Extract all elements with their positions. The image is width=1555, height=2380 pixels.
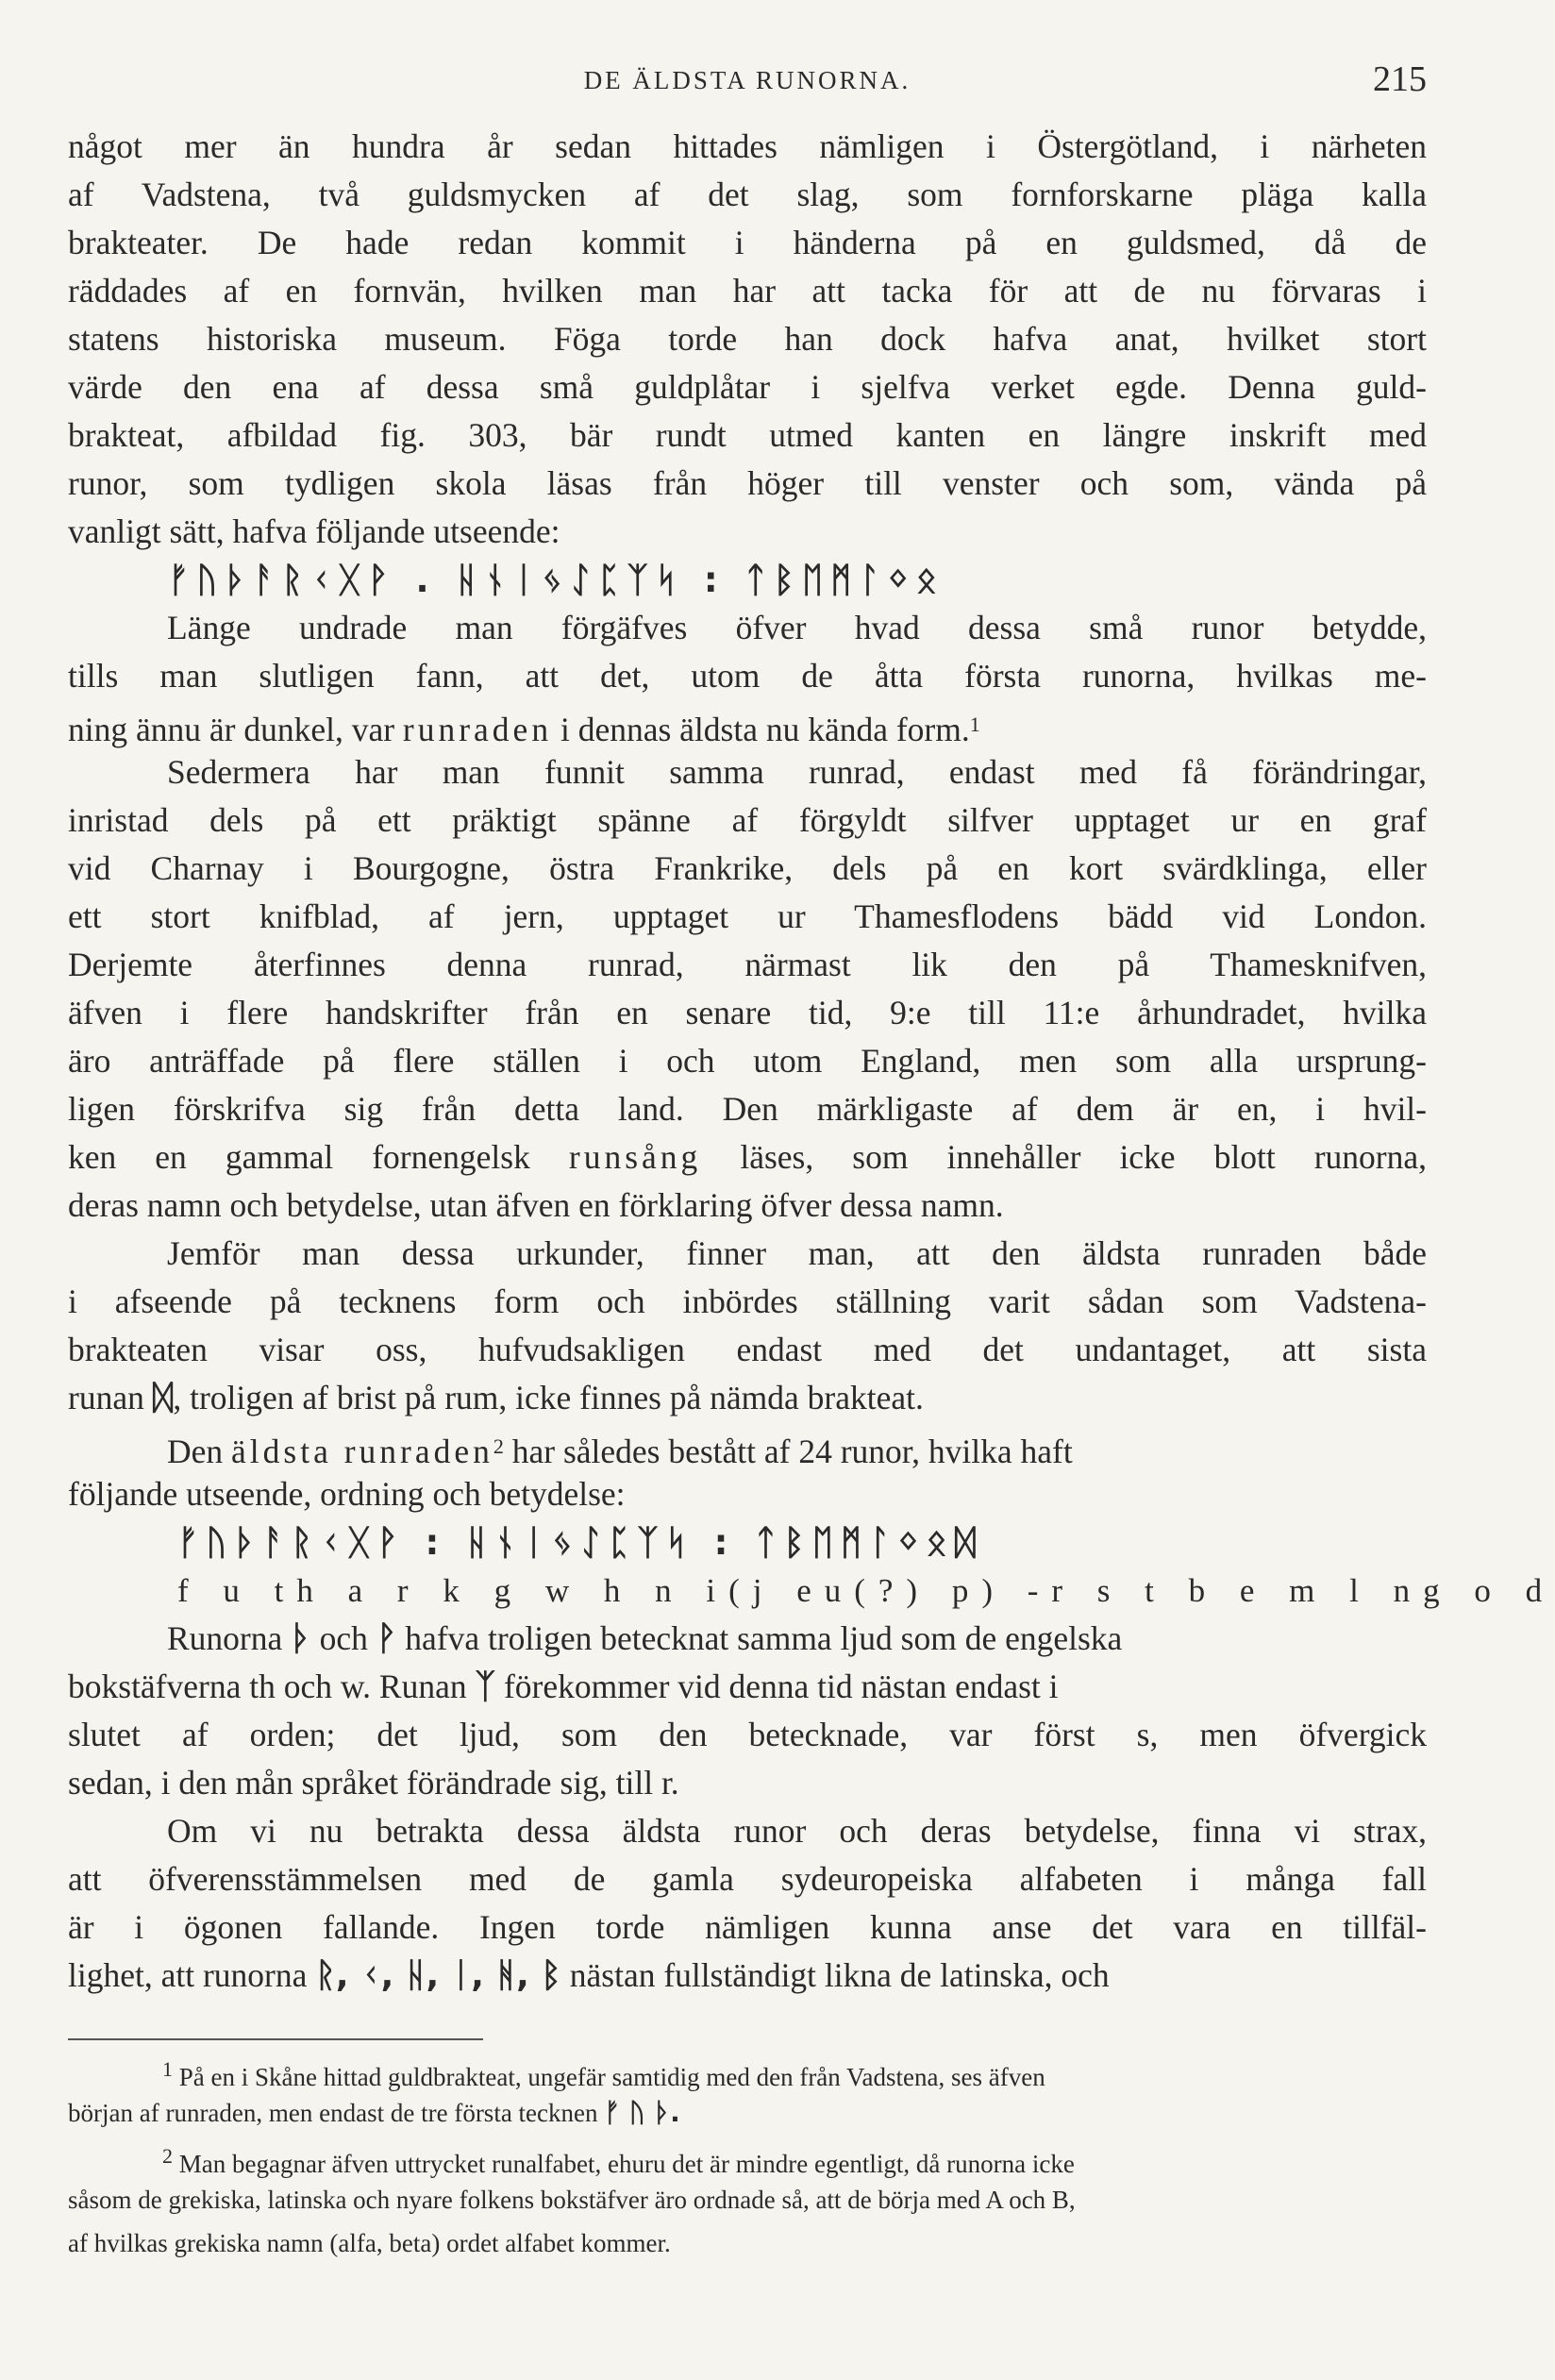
text-line: ligen förskrifva sig från detta land. Den märkligaste af dem är en, i hvil- [68,1090,1427,1128]
text-line: Runorna ᚦ och ᚹ hafva troligen betecknat samma ljud som de engelska [167,1619,1123,1658]
body-text [68,123,1555,2000]
rune-glyph: ᚠ ᚢ ᚦ. [604,2097,680,2128]
rune-glyph: ᛉ [475,1668,496,1706]
spaced-term: runsång [568,1138,702,1176]
text-line: vanligt sätt, hafva följande utseende: [68,512,560,550]
rune-inscription-vadstena: ᚠᚢᚦᚨᚱᚲᚷᚹ . ᚺᚾᛁᛃᛇᛈᛉᛋ : ᛏᛒᛖᛗᛚᛜᛟ [168,560,945,600]
text-line: Om vi nu betrakta dessa äldsta runor och deras betydelse, finna vi strax, [167,1812,1427,1850]
text-line: äfven i flere handskrifter från en senare tid, 9:e till 11:e århundradet, hvilka [68,994,1427,1031]
text-line: ett stort knifblad, af jern, upptaget ur Thamesflodens bädd vid London. [68,897,1427,935]
text-line: ken en gammal fornengelsk runsång läses, som innehåller icke blott runorna, [68,1138,1428,1176]
page-header [68,59,1427,106]
text-line: statens historiska museum. Föga torde han dock hafva anat, hvilket stort [68,320,1427,358]
rune-glyph: ᛞ [152,1379,174,1417]
text-line: i afseende på tecknens form och inbördes ställning varit sådan som Vadstena- [68,1282,1427,1320]
text-line: följande utseende, ordning och betydelse: [68,1475,626,1513]
footnote-1-cont: början af runraden, men endast de tre första tecknen ᚠ ᚢ ᚦ. [68,2097,680,2128]
footnote-2-cont: såsom de grekiska, latinska och nyare folkens bokstäfver äro ordnade så, att de börja med A och B, [68,2186,1076,2214]
spaced-term: äldsta runraden [231,1433,493,1470]
text-line: sedan, i den mån språket förändrade sig, till r. [68,1764,679,1802]
text-line: Jemför man dessa urkunder, finner man, att den äldsta runraden både [167,1234,1427,1272]
spaced-term: runraden [402,711,553,748]
footnote-2: $^2$ Man begagnar äfven uttrycket runalfabet, ehuru det är mindre egentligt, då runorna icke [162,2144,1075,2178]
text-line: slutet af orden; det ljud, som den betecknade, var först s, men öfvergick [68,1716,1427,1753]
rune-glyph: ᚱ, ᚲ, ᚺ, ᛁ, ᚻ, ᛒ [315,1956,561,1995]
text-line: Den äldsta runraden$^2$ har således bestått af 24 runor, hvilka haft [167,1433,1073,1470]
running-title: DE ÄLDSTA RUNORNA. [583,66,911,94]
text-line: brakteat, afbildad fig. 303, bär rundt utmed kanten en längre inskrift med [68,416,1427,454]
footnote-1: $^1$ På en i Skåne hittad guldbrakteat, ungefär samtidig med den från Vadstena, ses äfven [162,2057,1045,2091]
footnote-2-cont: af hvilkas grekiska namn (alfa, beta) ordet alfabet kommer. [68,2229,671,2257]
text-line: vid Charnay i Bourgogne, östra Frankrike, dels på en kort svärdklinga, eller [68,849,1427,887]
text-line: inristad dels på ett präktigt spänne af förgyldt silfver upptaget ur en graf [68,801,1427,839]
text-line: ning ännu är dunkel, var runraden i dennas äldsta nu kända form.$^1$ [68,711,980,748]
footnote-rule [68,2038,483,2040]
text-line: brakteater. De hade redan kommit i händerna på en guldsmed, då de [68,224,1427,261]
footnotes [68,2048,1427,2265]
text-line: äro anträffade på flere ställen i och utom England, men som alla ursprung- [68,1042,1427,1080]
text-line: något mer än hundra år sedan hittades nämligen i Östergötland, i närheten [68,127,1427,165]
text-line: värde den ena af dessa små guldplåtar i sjelfva verket egde. Denna guld- [68,368,1427,406]
page-number: 215 [1373,59,1427,99]
text-line: deras namn och betydelse, utan äfven en förklaring öfver dessa namn. [68,1186,1004,1224]
text-line: lighet, att runorna ᚱ, ᚲ, ᚺ, ᛁ, ᚻ, ᛒ nästan fullständigt likna de latinska, och [68,1956,1110,1995]
text-line: bokstäfverna th och w. Runan ᛉ förekommer vid denna tid nästan endast i [68,1668,1059,1706]
text-line: runor, som tydligen skola läsas från höger till venster och som, vända på [68,464,1427,502]
text-line: Sedermera har man funnit samma runrad, endast med få förändringar, [167,753,1427,791]
text-line: brakteaten visar oss, hufvudsakligen endast med det undantaget, att sista [68,1331,1427,1368]
rune-glyph: ᚹ [376,1619,397,1658]
footnote-ref: 1 [969,712,980,736]
rune-transliteration: f u th a r k g w h n i(j eu(?) p) -r s t b e m l ng o d [177,1572,1555,1609]
text-line: tills man slutligen fann, att det, utom de åtta första runorna, hvilkas me- [68,657,1427,695]
footnote-ref: 2 [493,1434,504,1458]
text-line: räddades af en fornvän, hvilken man har att tacka för att de nu förvaras i [68,272,1427,310]
text-line: Derjemte återfinnes denna runrad, närmast lik den på Thamesknifven, [68,946,1427,983]
text-line: är i ögonen fallande. Ingen torde nämligen kunna anse det vara en tillfäl- [68,1908,1427,1946]
text-line: att öfverensstämmelsen med de gamla sydeuropeiska alfabeten i många fall [68,1860,1427,1898]
rune-row-futhark: ᚠᚢᚦᚨᚱᚲᚷᚹ : ᚺᚾᛁᛃᛇᛈᛉᛋ : ᛏᛒᛖᛗᛚᛜᛟᛞ [177,1522,983,1563]
rune-glyph: ᚦ [291,1619,311,1658]
text-line: runan ᛞ, troligen af brist på rum, icke finnes på nämda brakteat. [68,1379,924,1417]
text-line: Länge undrade man förgäfves öfver hvad dessa små runor betydde, [167,609,1427,646]
text-line: af Vadstena, två guldsmycken af det slag, som fornforskarne pläga kalla [68,176,1427,213]
